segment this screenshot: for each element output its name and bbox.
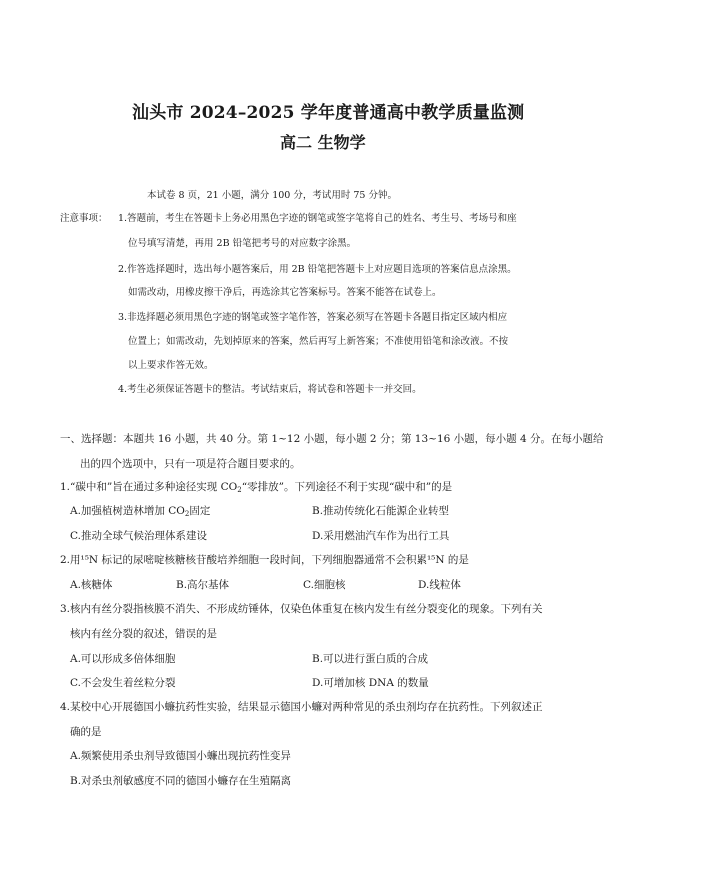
question-3-stem-line-2: 核内有丝分裂的叙述，错误的是 [70,628,217,640]
question-3-option-c: C.不会发生着丝粒分裂 [70,677,176,689]
exam-title: 汕头市 2024–2025 学年度普通高中教学质量监测 [132,103,525,123]
note-line-8: 4.考生必须保证答题卡的整洁。考试结束后，将试卷和答题卡一并交回。 [118,384,422,395]
note-line-4: 如需改动，用橡皮擦干净后，再选涂其它答案标号。答案不能答在试卷上。 [128,287,442,298]
exam-subtitle: 高二 生物学 [280,133,366,152]
question-4-option-b: B.对杀虫剂敏感度不同的德国小蠊存在生殖隔离 [70,775,292,787]
question-3-option-d: D.可增加核 DNA 的数量 [312,677,429,689]
question-1-option-d: D.采用燃油汽车作为出行工具 [312,530,450,542]
question-1-stem: 1.“碳中和”旨在通过多种途径实现 $CO_2“$零排放”。下列途径不利于实现“碳中和”的是 [60,481,453,494]
question-3-option-b: B.可以进行蛋白质的合成 [312,653,429,665]
note-line-2: 位号填写清楚，再用 2B 铅笔把考号的对应数字涂黑。 [128,238,357,249]
note-line-6: 位置上；如需改动，先划掉原来的答案，然后再写上新答案；不准使用铅笔和涂改液。不按 [128,336,509,347]
note-line-7: 以上要求作答无效。 [128,360,214,371]
exam-meta: 本试卷 8 页，21 小题，满分 100 分，考试用时 75 分钟。 [147,190,397,201]
note-line-5: 3.非选择题必须用黑色字迹的钢笔或签字笔作答，答案必须写在答题卡各题目指定区域内相应 [118,312,508,323]
question-4-option-a: A.频繁使用杀虫剂导致德国小蠊出现抗药性变异 [70,750,291,762]
question-2-option-d: D.线粒体 [418,579,461,591]
question-3-option-a: A.可以形成多倍体细胞 [70,653,176,665]
question-4-stem-line-1: 4.某校中心开展德国小蠊抗药性实验，结果显示德国小蠊对两种常见的杀虫剂均存在抗药性。下列叙述正 [60,701,543,713]
question-2-option-b: B.高尔基体 [176,579,230,591]
section-heading-line-1: 一、选择题：本题共 16 小题，共 40 分。第 1~12 小题，每小题 2 分；第 13~16 小题，每小题 4 分。在每小题给 [60,433,604,445]
question-3-stem-line-1: 3.核内有丝分裂指核膜不消失、不形成纺锤体，仅染色体重复在核内发生有丝分裂变化的现象。下列有关 [60,603,543,615]
note-line-3: 2.作答选择题时，选出每小题答案后，用 2B 铅笔把答题卡上对应题目选项的答案信息点涂黑。 [118,264,517,275]
section-heading-line-2: 出的四个选项中，只有一项是符合题目要求的。 [80,458,301,470]
question-4-stem-line-2: 确的是 [70,726,102,738]
question-2-option-c: C.细胞核 [303,579,346,591]
question-2-stem: 2.用¹⁵N 标记的尿嘧啶核糖核苷酸培养细胞一段时间，下列细胞器通常不会积累¹⁵N 的是 [60,554,469,566]
question-1-option-a: A.加强植树造林增加 $CO_2$固定 [70,505,211,518]
question-2-option-a: A.核糖体 [70,579,113,591]
question-1-option-b: B.推动传统化石能源企业转型 [312,505,450,517]
notes-label: 注意事项： [60,213,108,224]
note-line-1: 1.答题前，考生在答题卡上务必用黑色字迹的钢笔或签字笔将自己的姓名、考生号、考场号和座 [118,213,517,224]
question-1-option-c: C.推动全球气候治理体系建设 [70,530,207,542]
